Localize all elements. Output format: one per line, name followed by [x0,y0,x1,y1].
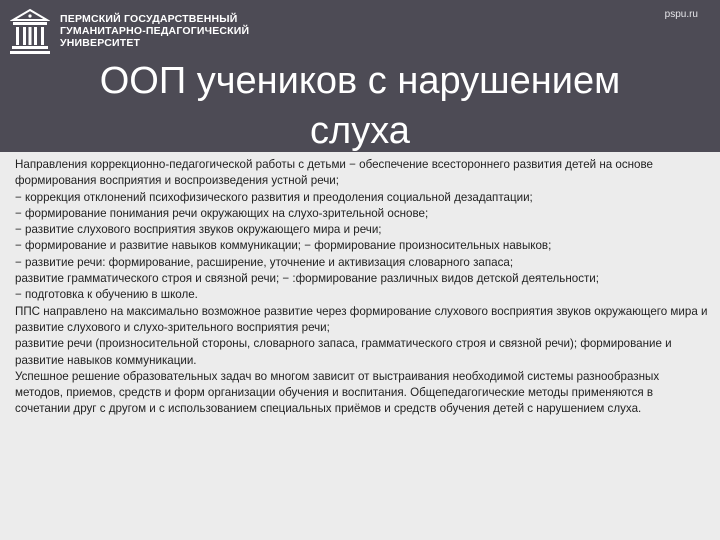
body-paragraph-10: развитие речи (произносительной стороны, словарного запаса, грамматического строя и связной речи); формирование и развитие навыков коммуникации. [15,337,672,367]
body-paragraph-5: − формирование и развитие навыков коммуникации; − формирование произносительных навыков; [15,239,552,253]
body-paragraph-1: Направления коррекционно-педагогической работы с детьми − обеспечение всестороннего развития детей на основе формирования восприятия и воспроизведения устной речи; [15,158,653,188]
body-paragraph-11: Успешное решение образовательных задач во многом зависит от выстраивания необходимой системы разнообразных методов, приемов, средств и форм организации обучения и воспитания. Общепедагогические методы применяются в сочетании друг с другом и с использованием специальных приёмов и средств обучения детей с нарушением слуха. [15,369,660,416]
site-url: pspu.ru [664,9,698,20]
body-paragraph-6: − развитие речи: формирование, расширение, уточнение и активизация словарного запаса; [15,255,514,269]
university-name-line-1: ПЕРМСКИЙ ГОСУДАРСТВЕННЫЙ [60,13,238,25]
university-name-line-3: УНИВЕРСИТЕТ [60,37,141,49]
university-building-emblem-icon [10,8,50,56]
slide-body-text [15,157,710,418]
body-paragraph-8: − подготовка к обучению в школе. [15,288,198,302]
body-paragraph-2: − коррекция отклонений психофизического развития и преодоления социальной дезадаптации; [15,190,533,204]
university-name-line-2: ГУМАНИТАРНО-ПЕДАГОГИЧЕСКИЙ [60,25,250,37]
body-paragraph-9: ППС направлено на максимально возможное развитие через формирование слухового восприятия звуков окружающего мира и развитие слухового и слухо-зрительного восприятия речи; [15,304,708,334]
body-paragraph-3: − формирование понимания речи окружающих на слухо-зрительной основе; [15,206,429,220]
slide-title: ООП учеников с нарушением слуха [99,60,621,152]
body-paragraph-4: − развитие слухового восприятия звуков окружающего мира и речи; [15,223,382,237]
slide-header [0,0,720,152]
body-paragraph-7: развитие грамматического строя и связной речи; − :формирование различных видов детской деятельности; [15,272,600,286]
university-name [60,13,249,49]
